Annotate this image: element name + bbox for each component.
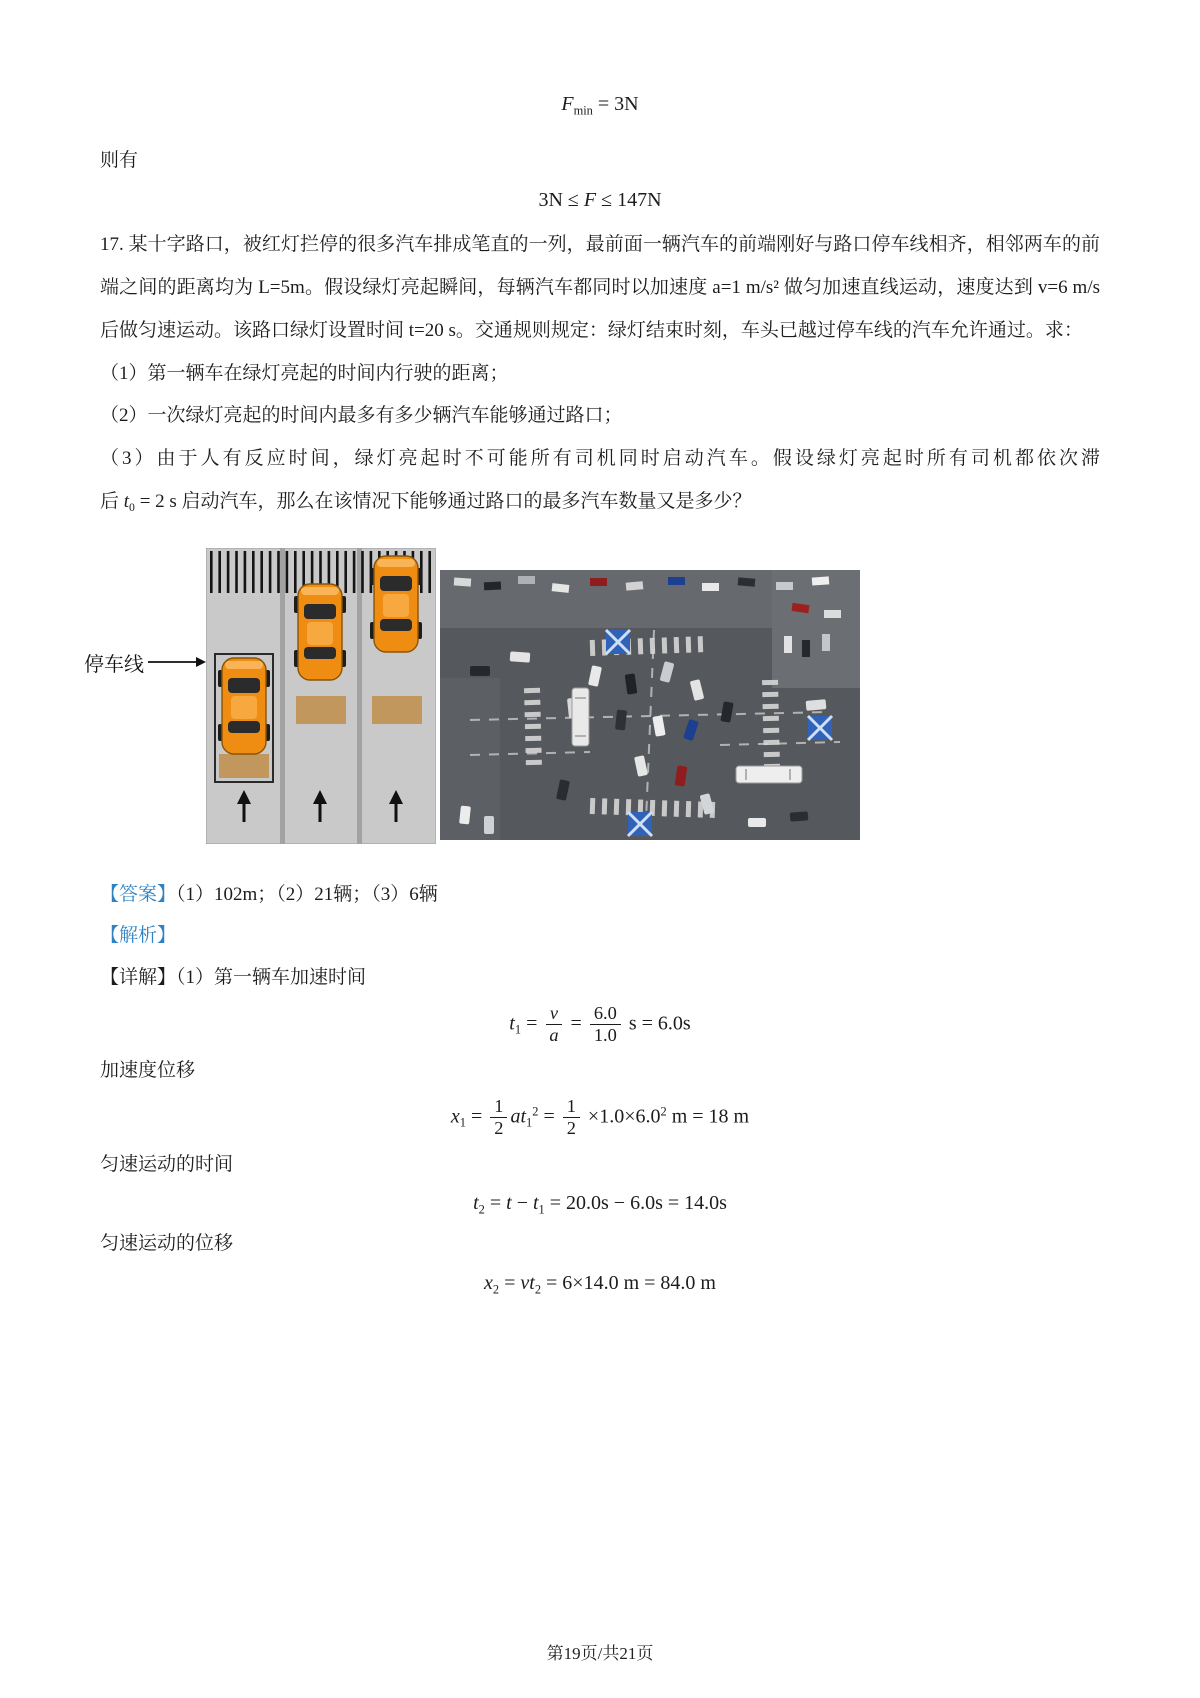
answer-label: 【答案】 <box>100 883 177 905</box>
question-17-part3-line1: （3）由于人有反应时间，绿灯亮起时不可能所有司机同时启动汽车。假设绿灯亮起时所有司机都依次滞 <box>100 448 1100 470</box>
detail-step3: 匀速运动的时间 <box>100 1153 234 1175</box>
formula-x2: $x_2 = vt_2 = 6\times 14.0$ m = 84.0 m <box>484 1271 716 1297</box>
question-17-part3-line2 <box>100 481 1100 524</box>
pad-lane-2 <box>296 696 346 724</box>
part3-pre-text: 后 <box>100 490 120 512</box>
detail-step4: 匀速运动的位移 <box>100 1232 234 1254</box>
lane-diagram <box>206 548 436 844</box>
car-lane-1 <box>218 658 270 754</box>
car-lane-2 <box>294 584 346 680</box>
detail-step1: （1）第一辆车加速时间 <box>176 967 367 989</box>
prelude-formula-fmin: $F_{min} = 3N$ <box>561 93 639 118</box>
part3-post-text: 启动汽车，那么在该情况下能够通过路口的最多汽车数量又是多少？ <box>181 490 752 512</box>
stop-line-callout <box>84 648 206 677</box>
analysis-line <box>100 915 1100 957</box>
stop-line-label: 停车线 <box>84 653 144 676</box>
question-17-body: 17. 某十字路口，被红灯拦停的很多汽车排成笔直的一列，最前面一辆汽车的前端刚好与路口停车线相齐，相邻两车的前端之间的距离均为 L=5m。假设绿灯亮起瞬间，每辆汽车都同时以加速度 a=1 m/s² 做匀加速直线运动，速度达到 v=6 m/s 后做匀速运动。该路口绿灯设置时间 t=20 s。交通规则规定：绿灯结束时刻，车头已越过停车线的汽车允许通过。求： <box>100 234 1100 341</box>
formula-t2: $t_2 = t - t_1 = 20.0s - 6.0s = 14.0s$ <box>473 1192 727 1217</box>
car-lane-3 <box>370 556 422 652</box>
answer-line <box>100 874 1100 916</box>
t0-inline-formula: $t_0 = 2$ s <box>123 490 182 515</box>
detail-step2: 加速度位移 <box>100 1060 196 1082</box>
detail-label: 【详解】 <box>100 967 177 989</box>
detail-line <box>100 957 1100 999</box>
prelude-formula-range: 3N ≤ F ≤ 147N <box>538 189 662 212</box>
pad-lane-1 <box>219 754 269 778</box>
answer-text: （1）102m；（2）21辆；（3）6辆 <box>176 883 438 905</box>
prelude-then-text: 则有 <box>100 149 139 171</box>
intersection-photo <box>440 570 860 840</box>
page-footer: 第19页/共21页 <box>546 1644 654 1663</box>
formula-t1: $t_1$ = $\frac{v}{a}$ = $\frac{6.0}{1.0}$ s = 6.0s <box>509 1003 691 1046</box>
analysis-label: 【解析】 <box>100 925 177 947</box>
question-17-part1: （1）第一辆车在绿灯亮起的时间内行驶的距离； <box>100 362 509 384</box>
pad-lane-3 <box>372 696 422 724</box>
question-figure <box>84 548 1100 848</box>
formula-x1: $x_1$ = $\frac{1}{2}$ $at_1^2$ = $\frac{1}{2}$ $\times 1.0\times 6.0^2$ m = 18 m <box>450 1096 750 1139</box>
stop-line-arrow-icon <box>148 655 206 669</box>
question-17-part2: （2）一次绿灯亮起的时间内最多有多少辆汽车能够通过路口； <box>100 405 623 427</box>
